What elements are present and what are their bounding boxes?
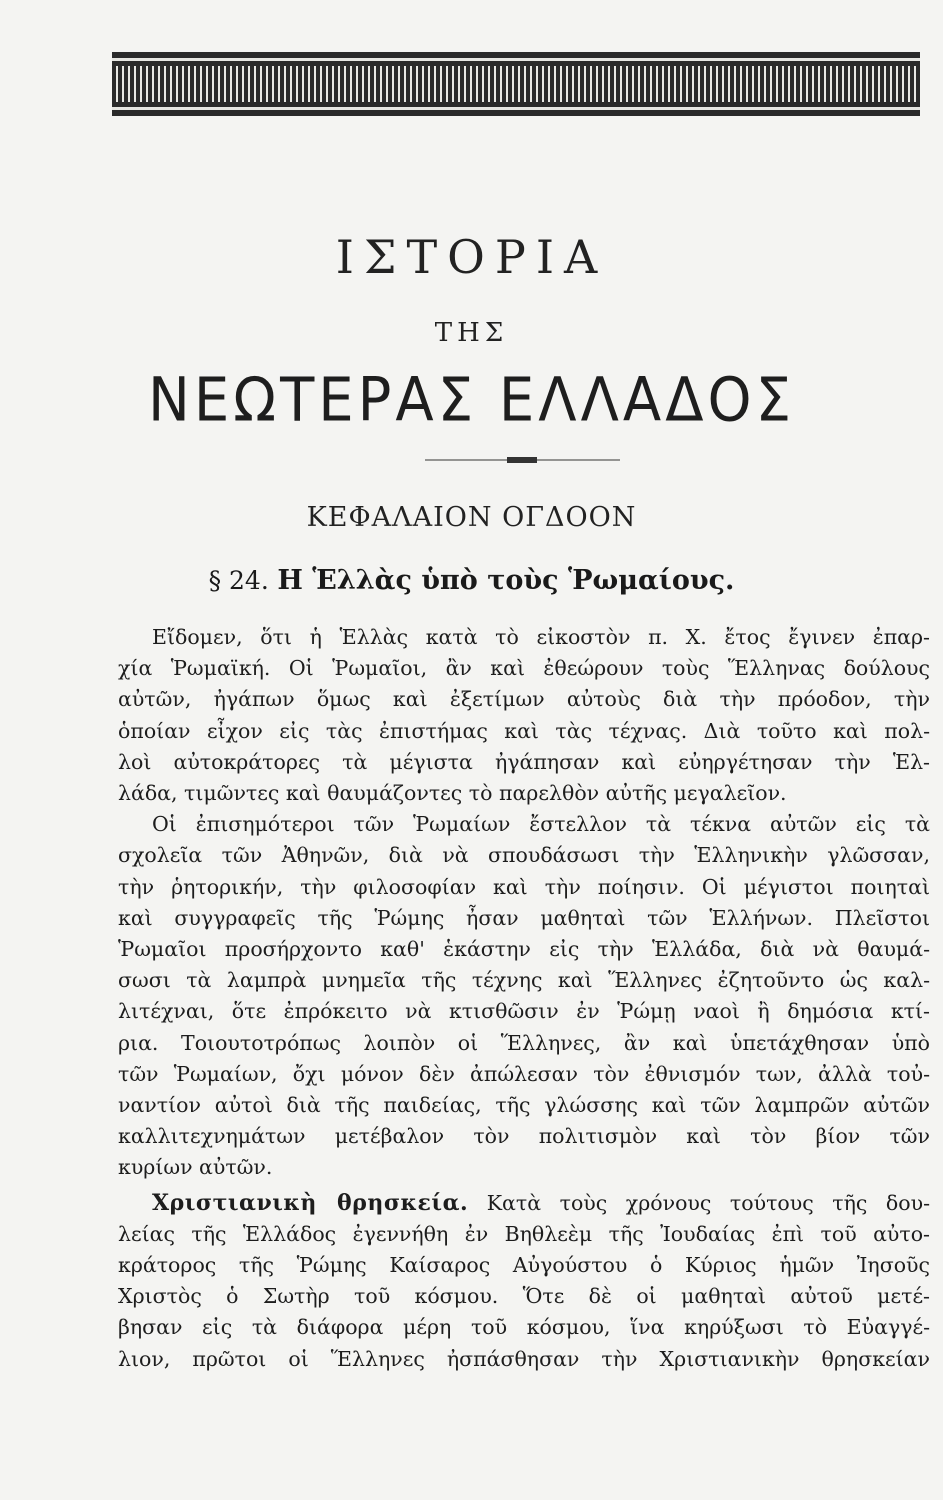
paragraph-3 (118, 1188, 930, 1375)
text-line: Οἱ ἐπισημότεροι τῶν Ῥωμαίων ἔστελλον τὰ τέκνα αὐτῶν εἰς τὰ (152, 812, 930, 837)
body-text (118, 622, 930, 1375)
text-line: κράτορος τῆς Ῥώμης Καίσαρος Αὐγούστου ὁ Κύριος ἡμῶν Ἰησοῦς (118, 1253, 930, 1278)
text-line: λείας τῆς Ἑλλάδος ἐγεννήθη ἐν Βηθλεὲμ τῆς Ἰουδαίας ἐπὶ τοῦ αὐτο- (118, 1221, 930, 1246)
text-line: ρια. Τοιουτοτρόπως λοιπὸν οἱ Ἕλληνες, ἂν καὶ ὑπετάχθησαν ὑπὸ (118, 1030, 930, 1055)
text-line: λοὶ αὐτοκράτορες τὰ μέγιστα ἠγάπησαν καὶ εὐηργέτησαν τὴν Ἑλ- (118, 749, 930, 774)
text-line: ὁποίαν εἶχον εἰς τὰς ἐπιστήμας καὶ τὰς τέχνας. Διὰ τοῦτο καὶ πολ- (118, 718, 930, 743)
text-line: ναντίον αὐτοὶ διὰ τῆς παιδείας, τῆς γλώσσης καὶ τῶν λαμπρῶν αὐτῶν (118, 1093, 930, 1118)
text-line: Χριστὸς ὁ Σωτὴρ τοῦ κόσμου. Ὅτε δὲ οἱ μαθηταὶ αὐτοῦ μετέ- (118, 1284, 930, 1309)
text-line: τὴν ῥητορικήν, τὴν φιλοσοφίαν καὶ τὴν ποίησιν. Οἱ μέγιστοι ποιηταὶ (118, 874, 930, 899)
text-fragment: Κατὰ τοὺς χρόνους τούτους τῆς δου- (468, 1190, 930, 1215)
section-number: § 24. (208, 566, 269, 595)
ornamental-header-band (112, 50, 920, 118)
text-line: καλλιτεχνημάτων μετέβαλον τὸν πολιτισμὸν καὶ τὸν βίον τῶν (118, 1124, 930, 1149)
book-title: ΙΣΤΟΡΙΑ (335, 230, 608, 284)
section-title: Η Ἑλλὰς ὑπὸ τοὺς Ῥωμαίους. (277, 565, 735, 596)
runin-heading: Χριστιανικὴ θρησκεία. (152, 1189, 469, 1216)
title-divider (425, 456, 620, 464)
paragraph-2 (118, 809, 930, 1183)
book-subtitle: ΤΗΣ (434, 318, 509, 348)
text-line: Ῥωμαῖοι προσήρχοντο καθ' ἑκάστην εἰς τὴν Ἑλλάδα, διὰ νὰ θαυμά- (118, 937, 930, 962)
text-line: αὐτῶν, ἠγάπων ὅμως καὶ ἐξετίμων αὐτοὺς διὰ τὴν πρόοδον, τὴν (118, 687, 930, 712)
text-line: σωσι τὰ λαμπρὰ μνημεῖα τῆς τέχνης καὶ Ἕλληνες ἐζητοῦντο ὡς καλ- (118, 968, 930, 993)
text-line: βησαν εἰς τὰ διάφορα μέρη τοῦ κόσμου, ἵνα κηρύξωσι τὸ Εὐαγγέ- (118, 1315, 930, 1340)
text-line: Εἴδομεν, ὅτι ἡ Ἑλλὰς κατὰ τὸ εἰκοστὸν π. Χ. ἔτος ἔγινεν ἐπαρ- (152, 625, 930, 649)
chapter-heading: ΚΕΦΑΛΑΙΟΝ ΟΓΔΟΟΝ (306, 502, 637, 533)
text-line: λιτέχναι, ὅτε ἐπρόκειτο νὰ κτισθῶσιν ἐν Ῥώμῃ ναοὶ ἢ δημόσια κτί- (118, 999, 930, 1024)
book-main-title: ΝΕΩΤΕΡΑΣ ΕΛΛΑΔΟΣ (148, 365, 795, 436)
text-line (118, 1188, 930, 1219)
text-line: σχολεῖα τῶν Ἀθηνῶν, διὰ νὰ σπουδάσωσι τὴν Ἑλληνικὴν γλῶσσαν, (118, 843, 930, 868)
text-line: λάδα, τιμῶντες καὶ θαυμάζοντες τὸ παρελθὸν αὐτῆς μεγαλεῖον. (118, 781, 787, 806)
text-line: χία Ῥωμαϊκή. Οἱ Ῥωμαῖοι, ἂν καὶ ἐθεώρουν τοὺς Ἕλληνας δούλους (118, 656, 930, 681)
paragraph-1 (118, 622, 930, 809)
section-heading (0, 565, 943, 596)
text-line: κυρίων αὐτῶν. (118, 1155, 273, 1180)
text-line: καὶ συγγραφεῖς τῆς Ῥώμης ἦσαν μαθηταὶ τῶν Ἑλλήνων. Πλεῖστοι (118, 905, 930, 930)
text-line: τῶν Ῥωμαίων, ὄχι μόνον δὲν ἀπώλεσαν τὸν ἐθνισμόν των, ἀλλὰ τοὐ- (118, 1061, 930, 1086)
text-line: λιον, πρῶτοι οἱ Ἕλληνες ἠσπάσθησαν τὴν Χριστιανικὴν θρησκείαν (118, 1346, 930, 1371)
